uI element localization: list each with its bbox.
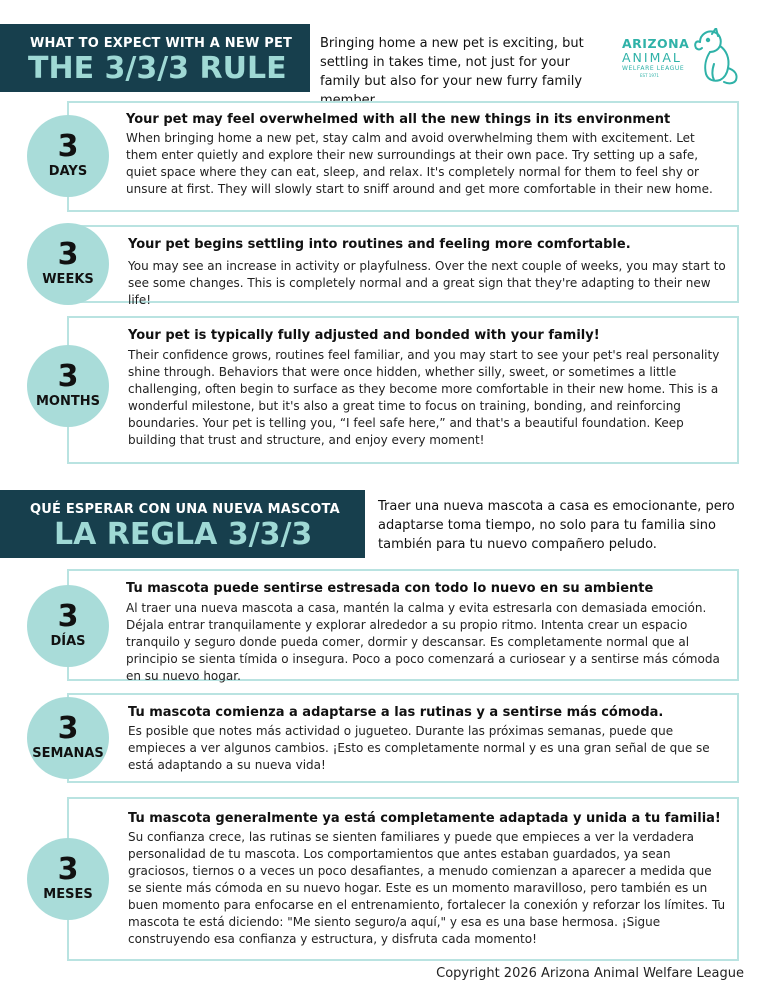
card-body-3-dias: Al traer una nueva mascota a casa, mantén la calma y evita estresarla con demasiada emoción. Déjala entrar tranquilamente y explorar alrededor a su propio ritmo. Intenta crear un espacio tranquilo y seguro donde pueda comer, dormir y descansar. Es completamente normal que al principio se sienta tímida o insegura. Poco a poco comenzará a curiosear y a sentirse más cómoda en su nuevo hogar. [126, 601, 720, 683]
badge-unit: MONTHS [36, 394, 100, 409]
header-banner-en [0, 24, 310, 92]
badge-3-weeks [27, 223, 109, 305]
header-headline-es: LA REGLA 3/3/3 [54, 517, 313, 552]
copyright-text: Copyright 2026 Arizona Animal Welfare League [436, 966, 744, 981]
intro-text-es: Traer una nueva mascota a casa es emocionante, pero adaptarse toma tiempo, no solo para tu familia sino también para tu nuevo compañero peludo. [378, 499, 735, 552]
badge-unit: WEEKS [42, 272, 94, 287]
arizona-animal-welfare-league-logo [618, 28, 742, 86]
badge-unit: DAYS [48, 164, 88, 179]
card-body-3-months: Their confidence grows, routines feel familiar, and you may start to see your pet's real personality shine through. Behaviors that were once hidden, whether silly, sweet, or sometimes a little challenging, often begin to surface as they become more comfortable in their new home. This is a wonderful milestone, but it's also a great time to focus on training, bonding, and reinforcing boundaries. Your pet is telling you, “I feel safe here,” and that's a beautiful foundation. Keep building that trust and structure, and enjoy every moment! [128, 348, 720, 447]
card-title-3-weeks: Your pet begins settling into routines and feeling more comfortable. [128, 237, 631, 252]
card-title-3-days: Your pet may feel overwhelmed with all the new things in its environment [126, 112, 671, 127]
header-headline-en: THE 3/3/3 RULE [28, 51, 287, 86]
badge-number: 3 [57, 359, 79, 394]
badge-number: 3 [57, 129, 79, 164]
badge-number: 3 [57, 852, 79, 887]
card-body-3-meses: Su confianza crece, las rutinas se sienten familiares y puede que empieces a ver la verdadera personalidad de tu mascota. Los comportamientos que antes estaban guardados, ya sean graciosos, tiernos o a veces un poco desafiantes, a menudo comienzan a aparecer a medida que se siente más cómoda en su nuevo hogar. Este es un momento maravilloso, pero también es un buen momento para enfocarse en el entrenamiento, fortalecer la conexión y reforzar los límites. Tu mascota te está diciendo: "Me siento seguro/a aquí," y esa es una base hermosa. ¡Sigue construyendo esa confianza y estructura, y disfruta cada momento! [128, 830, 726, 946]
header-kicker-en: WHAT TO EXPECT WITH A NEW PET [30, 36, 293, 51]
logo-line-4: EST 1971 [640, 73, 659, 78]
header-kicker-es: QUÉ ESPERAR CON UNA NUEVA MASCOTA [30, 502, 340, 517]
card-title-3-months: Your pet is typically fully adjusted and bonded with your family! [128, 328, 600, 343]
badge-unit: SEMANAS [32, 746, 104, 761]
badge-unit: DÍAS [50, 634, 86, 649]
badge-3-dias [27, 585, 109, 667]
badge-3-meses [27, 838, 109, 920]
logo-line-2: ANIMAL [622, 50, 682, 65]
badge-3-days [27, 115, 109, 197]
badge-number: 3 [57, 237, 79, 272]
logo-line-3: WELFARE LEAGUE [622, 65, 685, 72]
card-title-3-semanas: Tu mascota comienza a adaptarse a las rutinas y a sentirse más cómoda. [128, 705, 664, 720]
card-title-3-meses: Tu mascota generalmente ya está completamente adaptada y unida a tu familia! [128, 811, 721, 826]
dog-and-cat-icon [686, 28, 742, 86]
card-body-3-semanas: Es posible que notes más actividad o jugueteo. Durante las próximas semanas, puede que empieces a ver algunos cambios. ¡Esto es completamente normal y es una gran señal de que se está adaptando a su nueva vida! [128, 724, 710, 772]
card-title-3-dias: Tu mascota puede sentirse estresada con todo lo nuevo en su ambiente [126, 581, 654, 596]
header-banner-es [0, 490, 365, 558]
badge-number: 3 [57, 599, 79, 634]
card-body-3-weeks: You may see an increase in activity or playfulness. Over the next couple of weeks, you may start to see some changes. This is completely normal and a great sign that they're adapting to their new life! [128, 259, 726, 307]
badge-3-months [27, 345, 109, 427]
card-body-3-days: When bringing home a new pet, stay calm and avoid overwhelming them with excitement. Let them enter quietly and explore their new surroundings at their own pace. Try setting up a safe, quiet space where they can eat, sleep, and relax. It's completely normal for them to feel shy or unsure at first. They will slowly start to sniff around and get more comfortable in their new home. [126, 131, 713, 196]
logo-line-1: ARIZONA [622, 36, 690, 51]
intro-text-en: Bringing home a new pet is exciting, but settling in takes time, not just for your family but also for your new furry family [320, 36, 584, 89]
badge-number: 3 [57, 711, 79, 746]
badge-unit: MESES [43, 887, 93, 902]
badge-3-semanas [27, 697, 109, 779]
